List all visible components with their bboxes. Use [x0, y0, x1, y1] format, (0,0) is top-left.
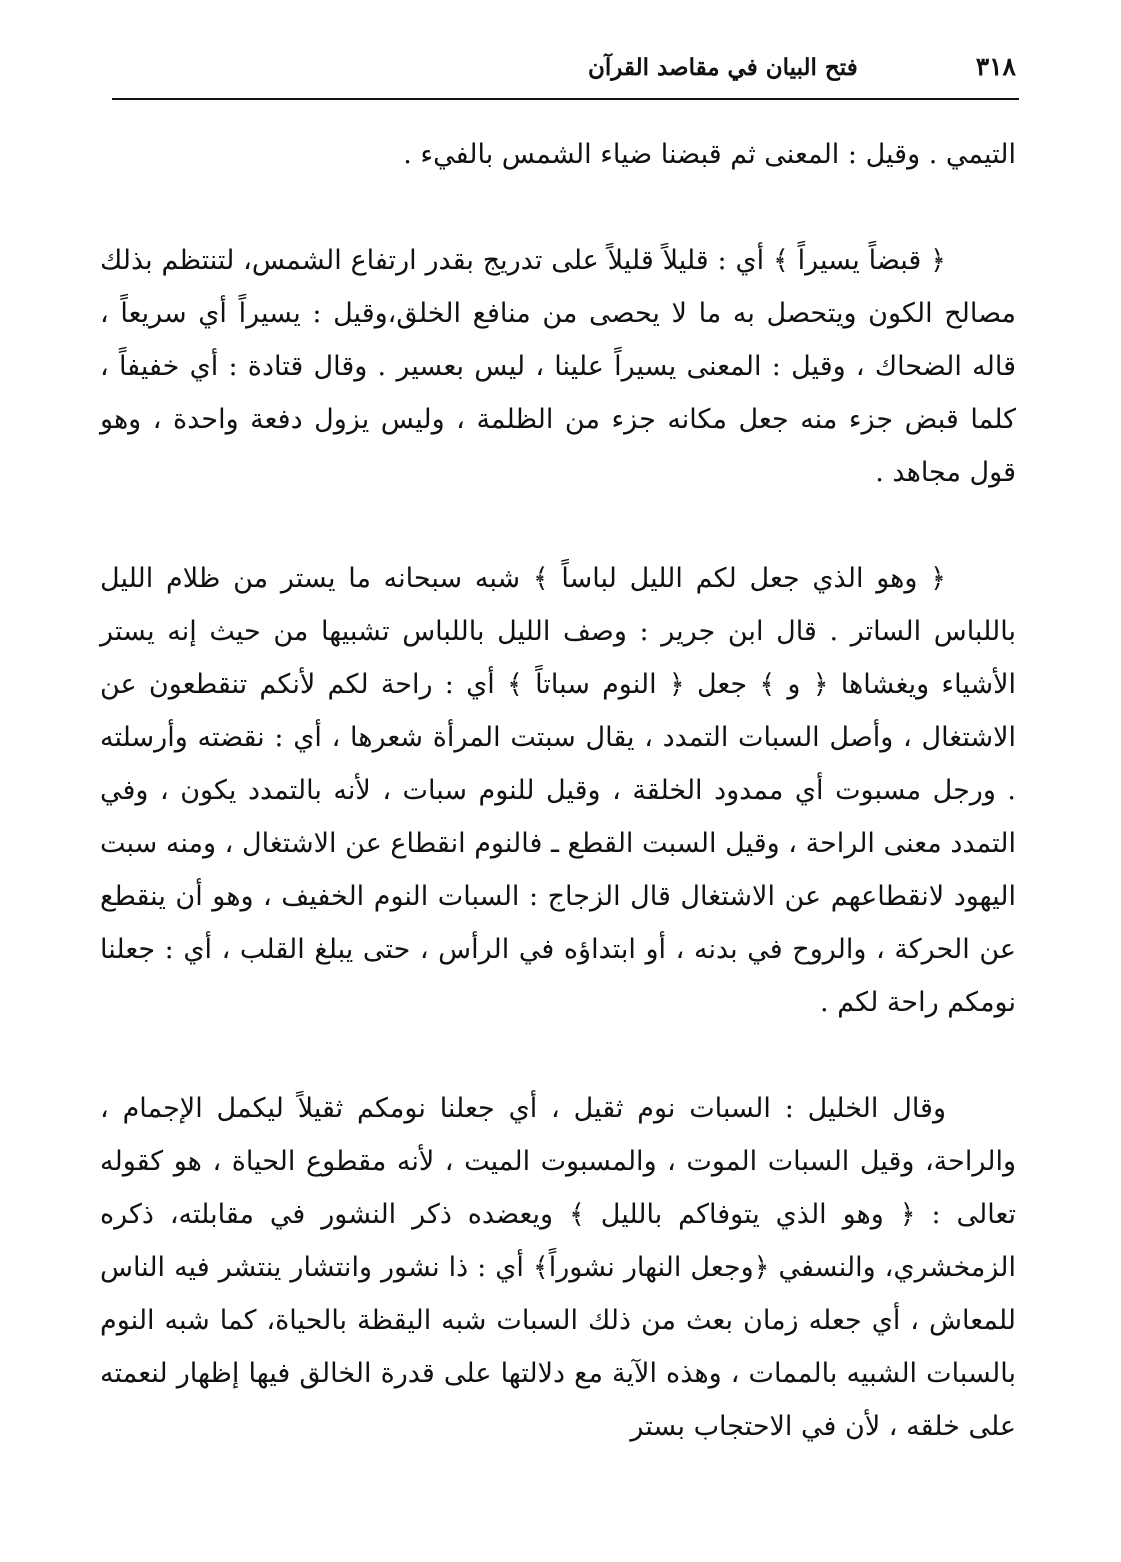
- paragraph: وقال الخليل : السبات نوم ثقيل ، أي جعلنا نومكم ثقيلاً ليكمل الإجمام ، والراحة، وقيل السبات الموت ، والمسبوت الميت ، لأنه مقطوع الحياة ، هو كقوله تعالى : ﴿ وهو الذي يتوفاكم بالليل ﴾ ويعضده ذكر النشور في مقابلته، ذكره الزمخشري، والنسفي ﴿وجعل النهار نشوراً﴾ أي : ذا نشور وانتشار ينتشر فيه الناس للمعاش ، أي جعله زمان بعث من ذلك السبات شبه اليقظة بالحياة، كما شبه النوم بالسبات الشبيه بالممات ، وهذه الآية مع دلالتها على قدرة الخالق فيها إظهار لنعمته على خلقه ، لأن في الاحتجاب بستر: [100, 1093, 1016, 1442]
- paragraph: التيمي . وقيل : المعنى ثم قبضنا ضياء الشمس بالفيء .: [403, 139, 1016, 170]
- paragraph: ﴿ وهو الذي جعل لكم الليل لباساً ﴾ شبه سبحانه ما يستر من ظلام الليل باللباس الساتر . قال ابن جرير : وصف الليل باللباس تشبيها من حيث إنه يستر الأشياء ويغشاها ﴿ و ﴾ جعل ﴿ النوم سباتاً ﴾ أي : راحة لكم لأنكم تنقطعون عن الاشتغال ، وأصل السبات التمدد ، يقال سبتت المرأة شعرها ، أي : نقضته وأرسلته . ورجل مسبوت أي ممدود الخلقة ، وقيل للنوم سبات ، لأنه بالتمدد يكون ، وفي التمدد معنى الراحة ، وقيل السبت القطع ـ فالنوم انقطاع عن الاشتغال ، ومنه سبت اليهود لانقطاعهم عن الاشتغال قال الزجاج : السبات النوم الخفيف ، وهو أن ينقطع عن الحركة ، والروح في بدنه ، أو ابتداؤه في الرأس ، حتى يبلغ القلب ، أي : جعلنا نومكم راحة لكم .: [100, 563, 1017, 1018]
- running-title: فتح البيان في مقاصد القرآن: [587, 54, 858, 81]
- header-divider: [112, 98, 1019, 100]
- page-header: [112, 52, 1016, 81]
- page-number: ٣١٨: [975, 52, 1016, 81]
- body-text: [100, 128, 1016, 1453]
- paragraph: ﴿ قبضاً يسيراً ﴾ أي : قليلاً قليلاً على تدريج بقدر ارتفاع الشمس، لتنتظم بذلك مصالح الكون ويتحصل به ما لا يحصى من منافع الخلق،وقيل : يسيراً أي سريعاً ، قاله الضحاك ، وقيل : المعنى يسيراً علينا ، ليس بعسير . وقال قتادة : أي خفيفاً ، كلما قبض جزء منه جعل مكانه جزء من الظلمة ، وليس يزول دفعة واحدة ، وهو قول مجاهد .: [100, 245, 1016, 488]
